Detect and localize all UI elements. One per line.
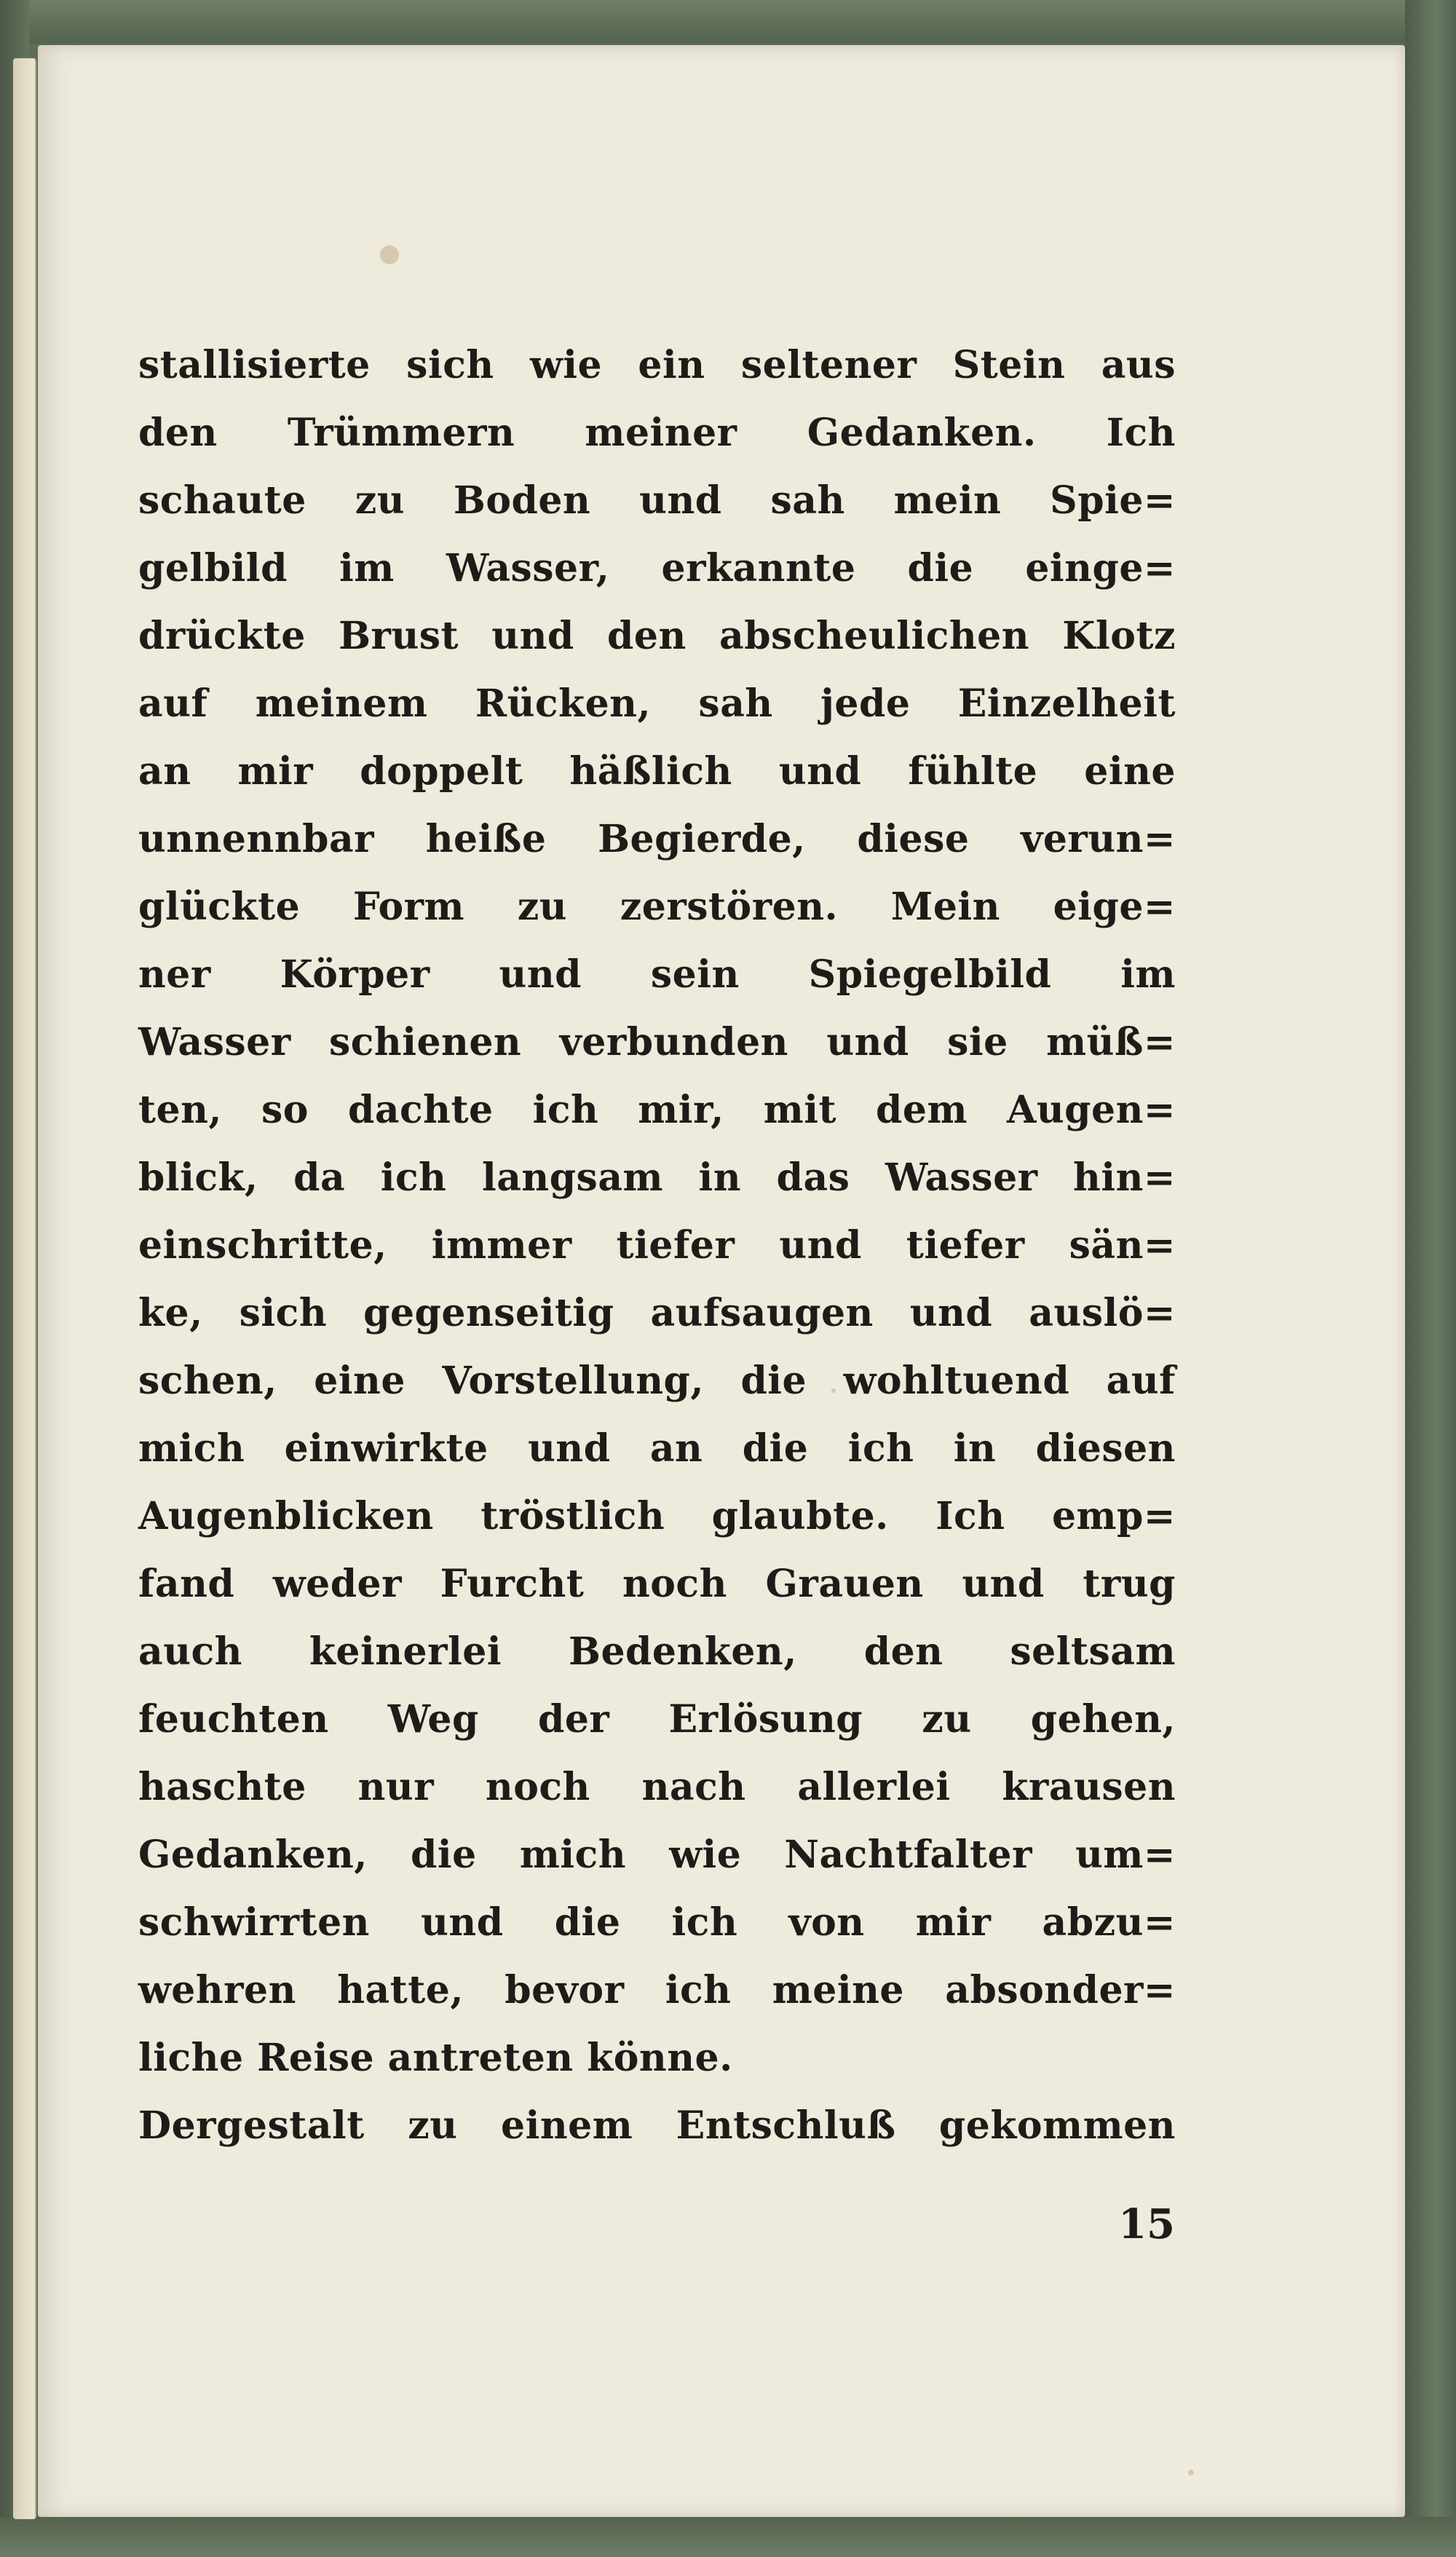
text-line: Augenblicken tröstlich glaubte. Ich emp= — [138, 1494, 1176, 1538]
text-line: einschritte, immer tiefer und tiefer sän= — [138, 1223, 1176, 1268]
previous-page-edge — [13, 58, 36, 2519]
text-line: ner Körper und sein Spiegelbild im — [138, 952, 1176, 997]
text-line: an mir doppelt häßlich und fühlte eine — [138, 749, 1176, 794]
book-page — [38, 45, 1405, 2517]
book-cover-right-edge — [1405, 0, 1456, 2557]
text-line: den Trümmern meiner Gedanken. Ich — [138, 411, 1176, 455]
paper-speck — [380, 245, 399, 264]
page-number: 15 — [1118, 2200, 1175, 2248]
book-cover-top-edge — [0, 0, 1456, 44]
text-line: schen, eine Vorstellung, die wohltuend auf — [138, 1359, 1176, 1403]
text-line: blick, da ich langsam in das Wasser hin= — [138, 1155, 1176, 1200]
text-line: unnennbar heiße Begierde, diese verun= — [138, 817, 1176, 861]
text-line: schwirrten und die ich von mir abzu= — [138, 1900, 1176, 1945]
text-line: wehren hatte, bevor ich meine absonder= — [138, 1968, 1176, 2012]
book-cover-bottom-edge — [0, 2517, 1456, 2557]
text-line: fand weder Furcht noch Grauen und trug — [138, 1562, 1176, 1606]
text-line: ten, so dachte ich mir, mit dem Augen= — [138, 1088, 1176, 1132]
text-line: haschte nur noch nach allerlei krausen — [138, 1765, 1176, 1809]
text-line: Gedanken, die mich wie Nachtfalter um= — [138, 1833, 1176, 1877]
text-line: Dergestalt zu einem Entschluß gekommen — [138, 2103, 1176, 2148]
body-text — [138, 331, 1176, 2159]
text-line: Wasser schienen verbunden und sie müß= — [138, 1020, 1176, 1064]
paper-speck — [1188, 2470, 1194, 2475]
text-line: ke, sich gegenseitig aufsaugen und auslö= — [138, 1291, 1176, 1335]
text-line: mich einwirkte und an die ich in diesen — [138, 1426, 1176, 1471]
text-line: gelbild im Wasser, erkannte die einge= — [138, 546, 1176, 590]
text-line: auch keinerlei Bedenken, den seltsam — [138, 1629, 1176, 1674]
text-line: glückte Form zu zerstören. Mein eige= — [138, 885, 1176, 929]
text-line: schaute zu Boden und sah mein Spie= — [138, 478, 1176, 523]
text-line: auf meinem Rücken, sah jede Einzelheit — [138, 681, 1176, 726]
text-line: feuchten Weg der Erlösung zu gehen, — [138, 1697, 1176, 1742]
text-line: liche Reise antreten könne. — [138, 2036, 733, 2080]
text-line: stallisierte sich wie ein seltener Stein aus — [138, 343, 1176, 387]
text-line: drückte Brust und den abscheulichen Klotz — [138, 614, 1176, 658]
